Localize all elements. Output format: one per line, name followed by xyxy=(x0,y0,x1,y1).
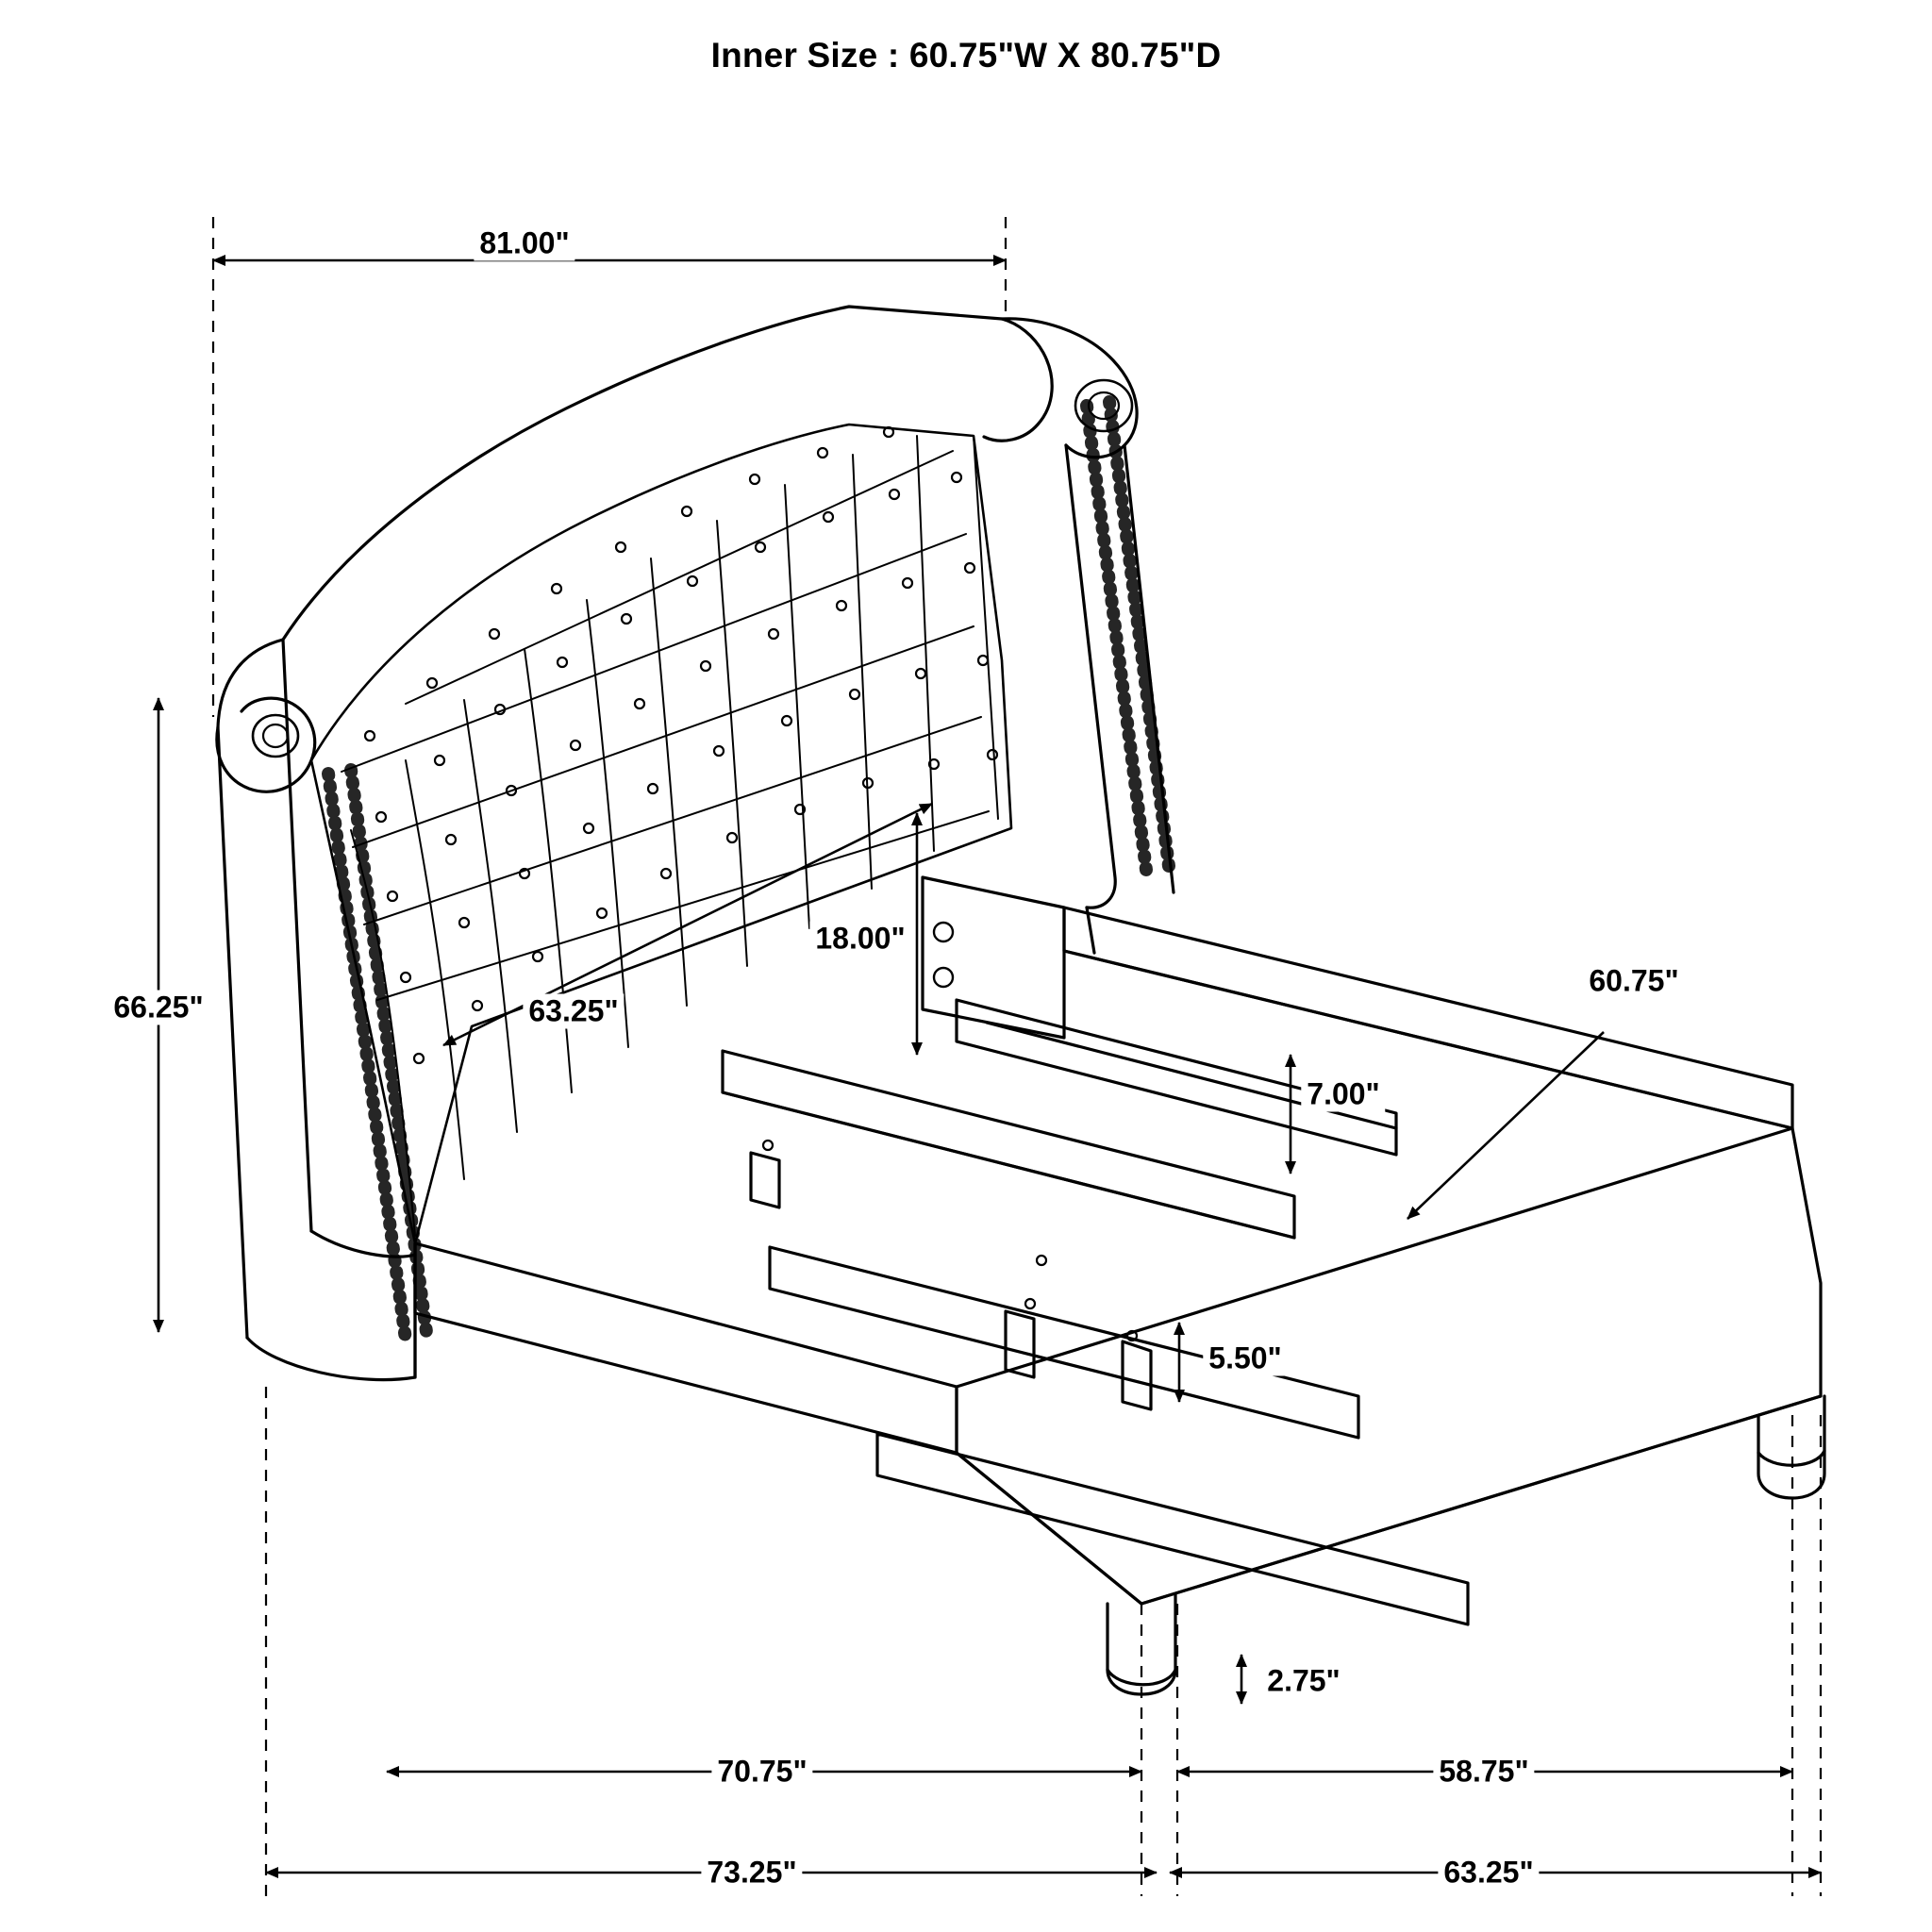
dimension-label-slat-leg-height: 5.50" xyxy=(1203,1341,1287,1376)
dimension-label-rail-height: 7.00" xyxy=(1301,1077,1385,1112)
dimension-label-overall-width-top: 81.00" xyxy=(474,226,575,261)
page-title: Inner Size : 60.75"W X 80.75"D xyxy=(710,36,1222,75)
dimension-label-headboard-width: 63.25" xyxy=(523,994,624,1029)
dimension-label-depth-front-left: 70.75" xyxy=(711,1755,812,1790)
dimension-label-center-rail-width: 60.75" xyxy=(1583,964,1684,999)
dimension-label-width-outer-right: 63.25" xyxy=(1438,1856,1539,1890)
dimension-label-depth-outer-left: 73.25" xyxy=(701,1856,802,1890)
dimension-label-foot-leg-height: 2.75" xyxy=(1261,1664,1345,1699)
dimension-label-width-front-right: 58.75" xyxy=(1433,1755,1534,1790)
dimension-label-overall-height-left: 66.25" xyxy=(108,991,208,1025)
dimension-label-headboard-clearance: 18.00" xyxy=(809,922,910,957)
